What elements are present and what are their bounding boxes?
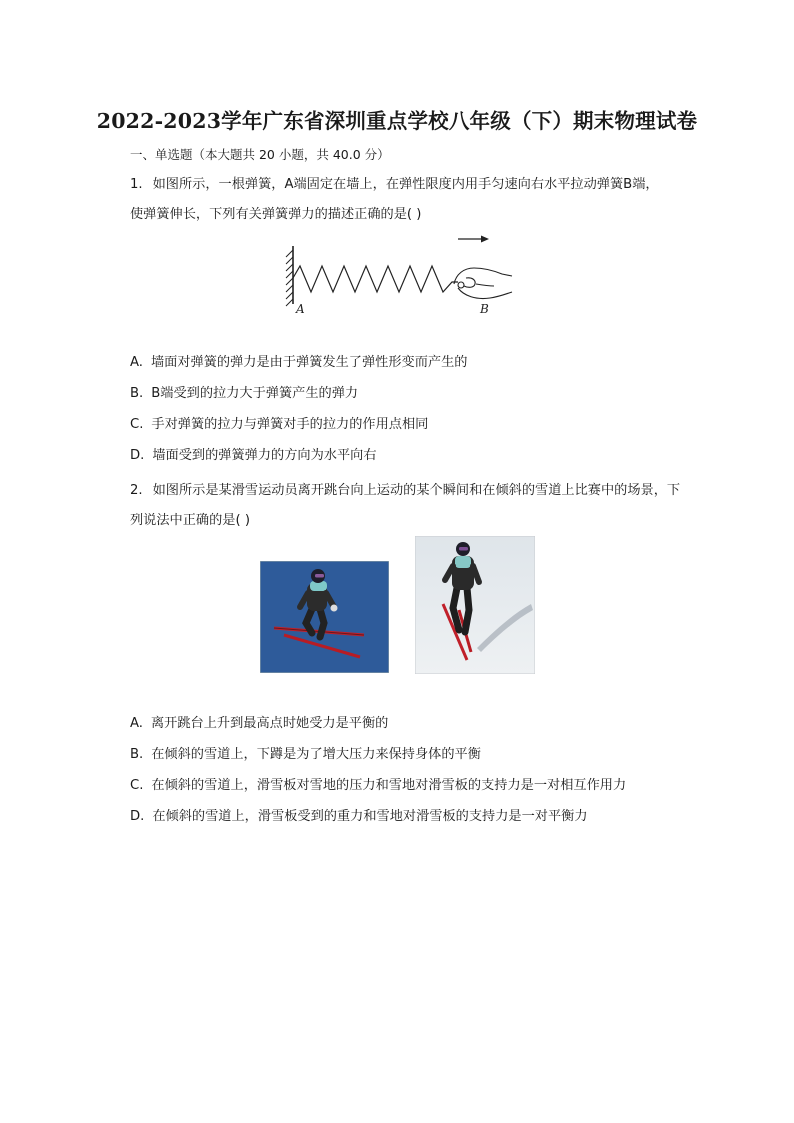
question-stem: 如图所示，一根弹簧，A端固定在墙上，在弹性限度内用手匀速向右水平拉动弹簧B端，使弹簧伸长，下列有关弹簧弹力的描述正确的是( ) [130, 177, 659, 222]
label-b: B [480, 302, 489, 316]
question-1 [130, 170, 670, 230]
question-number: 2. [130, 483, 143, 498]
q1-option-c[interactable]: C. 手对弹簧的拉力与弹簧对手的拉力的作用点相同 [130, 417, 429, 432]
wall-icon [286, 246, 293, 306]
spring-figure [278, 228, 518, 320]
page-title: 2022-2023学年广东省深圳重点学校八年级（下）期末物理试卷 [96, 109, 698, 133]
question-number: 1. [130, 177, 143, 192]
question-stem: 如图所示是某滑雪运动员离开跳台向上运动的某个瞬间和在倾斜的雪道上比赛中的场景，下列说法中正确的是( ) [130, 483, 681, 528]
q2-option-c[interactable]: C. 在倾斜的雪道上，滑雪板对雪地的压力和雪地对滑雪板的支持力是一对相互作用力 [130, 778, 627, 793]
q1-option-b[interactable]: B. B端受到的拉力大于弹簧产生的弹力 [130, 386, 359, 401]
question-2 [130, 476, 690, 536]
spring-icon [293, 266, 458, 292]
q2-option-b[interactable]: B. 在倾斜的雪道上，下蹲是为了增大压力来保持身体的平衡 [130, 747, 481, 762]
q2-option-a[interactable]: A. 离开跳台上升到最高点时她受力是平衡的 [130, 716, 389, 731]
force-arrow-icon [458, 236, 489, 243]
q2-option-d[interactable]: D. 在倾斜的雪道上，滑雪板受到的重力和雪地对滑雪板的支持力是一对平衡力 [130, 809, 588, 824]
q1-option-a[interactable]: A. 墙面对弹簧的弹力是由于弹簧发生了弹性形变而产生的 [130, 355, 468, 370]
label-a: A [296, 302, 305, 316]
q1-option-d[interactable]: D. 墙面受到的弹簧弹力的方向为水平向右 [130, 448, 377, 463]
skier-slope-photo [415, 536, 535, 674]
skier-jump-photo [260, 561, 389, 673]
hand-icon [454, 268, 512, 299]
section-heading: 一、单选题（本大题共 20 小题，共 40.0 分） [130, 147, 390, 162]
